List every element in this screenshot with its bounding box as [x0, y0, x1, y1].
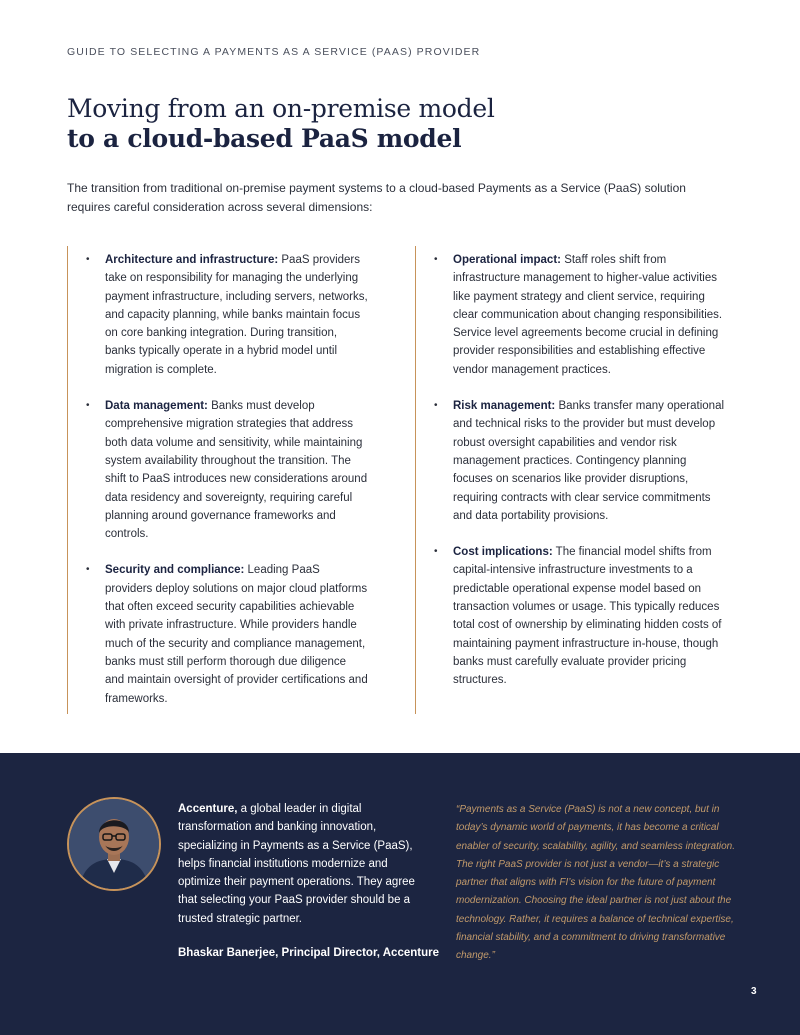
document-eyebrow: GUIDE TO SELECTING A PAYMENTS AS A SERVICE (PAAS) PROVIDER	[67, 46, 481, 58]
bullet-marker: •	[86, 254, 90, 265]
company-description: a global leader in digital transformation and banking innovation, specializing in Payments as a Service (PaaS), helps financial institutions modernize and optimize their payment operations. They agree that selecting your PaaS provider should be a trusted strategic partner.	[178, 803, 415, 925]
item-text: Banks transfer many operational and technical risks to the provider but must develop robust oversight capabilities and vendor risk management practices. Contingency planning focuses on scenarios like provider disruptions, requiring contracts with clear service commitments and data portability provisions.	[453, 400, 725, 522]
bullet-marker: •	[86, 564, 90, 576]
item-heading: Data management:	[105, 400, 208, 413]
right-column	[415, 246, 726, 714]
item-heading: Cost implications:	[453, 546, 553, 559]
avatar	[67, 797, 161, 891]
company-bio	[178, 800, 433, 928]
left-column	[67, 246, 368, 714]
item-text: The financial model shifts from capital-intensive infrastructure investments to a predictable operational expense model based on transaction volumes or usage. This typically reduces total cost of ownership by eliminating hidden costs of maintaining payment infrastructure in-house, though banks must carefully evaluate provider pricing structures.	[453, 546, 722, 687]
list-item-risk-management	[416, 397, 726, 525]
list-item-security	[68, 561, 368, 707]
item-heading: Security and compliance:	[105, 564, 245, 577]
list-item-cost-implications	[416, 543, 726, 689]
right-bullet-list	[416, 251, 726, 690]
list-item-architecture	[68, 251, 368, 379]
item-text: Leading PaaS providers deploy solutions on major cloud platforms that often exceed security capabilities achievable with private infrastructure. While providers handle much of the security and compliance management, banks must still perform thorough due diligence and maintain oversight of provider certifications and frameworks.	[105, 564, 368, 705]
bullet-marker: •	[86, 400, 90, 412]
page-title	[67, 94, 495, 154]
item-text: Staff roles shift from infrastructure management to higher-value activities like payment strategy and client service, requiring clear communication about changing responsibilities. Service level agreements become crucial in defining provider responsibilities and establishing effective vendor management practices.	[453, 254, 723, 376]
company-name: Accenture,	[178, 803, 238, 815]
item-heading: Architecture and infrastructure:	[105, 254, 279, 266]
bullet-marker: •	[434, 546, 438, 558]
page-title-line-2: to a cloud-based PaaS model	[67, 124, 462, 153]
list-item-operational-impact	[416, 251, 726, 379]
page-number: 3	[751, 986, 757, 997]
item-text: PaaS providers take on responsibility for managing the underlying payment infrastructure, including servers, networks, and capacity planning, while banks maintain focus on core banking integration. During transition, banks typically operate in a hybrid model until migration is complete.	[105, 254, 368, 376]
list-item-data-management	[68, 397, 368, 543]
bullet-marker: •	[434, 254, 438, 265]
person-portrait-icon	[69, 799, 159, 889]
item-heading: Risk management:	[453, 400, 556, 413]
quote-attribution: Bhaskar Banerjee, Principal Director, Accenture	[178, 947, 439, 959]
page-title-line-1: Moving from an on-premise model	[67, 94, 495, 123]
item-heading: Operational impact:	[453, 254, 561, 266]
pull-quote: “Payments as a Service (PaaS) is not a new concept, but in today’s dynamic world of payments, it has become a critical enabler of security, scalability, agility, and seamless integration. The right PaaS provider is not just a vendor—it’s a strategic partner that aligns with FI’s vision for the future of payment modernization. Choosing the ideal partner is not just about the technology. Rather, it requires a balance of technical expertise, financial stability, and a commitment to driving transformative change.”	[456, 804, 736, 962]
left-bullet-list	[68, 251, 368, 708]
intro-paragraph: The transition from traditional on-premise payment systems to a cloud-based Payments as a Service (PaaS) solution requires careful consideration across several dimensions:	[67, 181, 686, 214]
bullet-marker: •	[434, 400, 438, 412]
item-text: Banks must develop comprehensive migration strategies that address both data volume and sensitivity, while maintaining system availability throughout the transition. The shift to PaaS introduces new considerations around data residency and sovereignty, requiring careful planning around governance frameworks and controls.	[105, 400, 368, 541]
